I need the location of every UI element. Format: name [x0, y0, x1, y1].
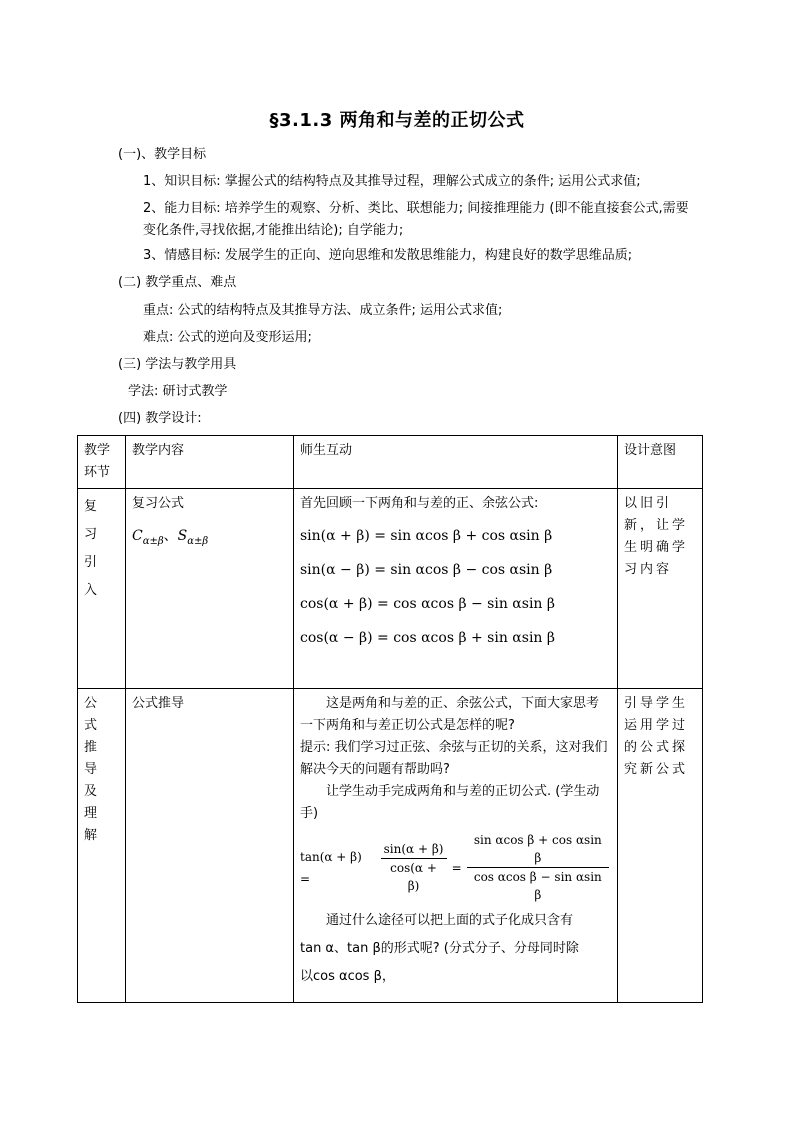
symbol-s: S	[177, 528, 188, 544]
content-derivation: 公式推导	[126, 689, 294, 1003]
interaction-derivation	[294, 689, 618, 1003]
objective-emotion: 3、情感目标: 发展学生的正向、逆向思维和发散思维能力，构建良好的数学思维品质;	[143, 248, 633, 263]
content-review-label: 复习公式	[132, 496, 185, 511]
content-review	[126, 489, 294, 689]
derivation-paragraph-5: tan α、tan β的形式呢? (分式分子、分母同时除	[300, 941, 579, 956]
tan-fraction-1	[381, 840, 447, 895]
formula-sin-diff: sin(α − β) = sin αcos β − cos αsin β	[300, 562, 553, 578]
formula-sin-sum: sin(α + β) = sin αcos β + cos αsin β	[300, 528, 553, 544]
formula-cos-sum: cos(α + β) = cos αcos β − sin αsin β	[300, 596, 555, 612]
objective-ability: 2、能力目标: 培养学生的观察、分析、类比、联想能力; 间接推理能力 (即不能直接套公式,需要变化条件,寻找依据,才能推出结论); 自学能力;	[143, 201, 689, 238]
derivation-paragraph-4: 通过什么途径可以把上面的式子化成只含有	[326, 913, 574, 928]
difficulty-text: 难点: 公式的逆向及变形运用;	[143, 330, 312, 345]
tan-fraction-1-den: cos(α + β)	[390, 861, 437, 893]
symbol-c: C	[132, 528, 143, 544]
derivation-paragraph-3: 让学生动手完成两角和与差的正切公式. (学生动手)	[300, 784, 600, 821]
table-header-row	[78, 436, 703, 489]
stage-derivation: 公式推导及理解	[78, 689, 126, 1003]
header-content: 教学内容	[126, 436, 294, 489]
header-intent: 设计意图	[618, 436, 703, 489]
stage-review: 复习引入	[78, 489, 126, 689]
derivation-hint: 提示: 我们学习过正弦、余弦与正切的关系，这对我们解决今天的问题有帮助吗?	[300, 740, 608, 777]
key-point-text: 重点: 公式的结构特点及其推导方法、成立条件; 运用公式求值;	[143, 303, 503, 318]
method-text: 学法: 研讨式教学	[128, 384, 228, 399]
tan-formula	[300, 831, 611, 904]
section-heading-methods: (三) 学法与教学用具	[118, 357, 237, 372]
derivation-paragraph-6: 以cos αcos β，	[300, 969, 395, 984]
tan-fraction-1-num: sin(α + β)	[381, 840, 447, 859]
review-formula-symbols	[132, 525, 287, 553]
formula-cos-diff: cos(α − β) = cos αcos β + sin αsin β	[300, 630, 555, 646]
header-interaction: 师生互动	[294, 436, 618, 489]
table-row-derivation	[78, 689, 703, 1003]
symbol-sep: 、	[163, 528, 178, 544]
intent-derivation: 引导学生运用学过的公式探究新公式	[618, 689, 703, 1003]
tan-fraction-2	[467, 831, 609, 904]
symbol-s-sub: α±β	[187, 536, 209, 547]
objective-knowledge: 1、知识目标: 掌握公式的结构特点及其推导过程，理解公式成立的条件; 运用公式求值;	[143, 174, 641, 189]
interaction-review	[294, 489, 618, 689]
tan-equals: =	[451, 860, 462, 875]
derivation-paragraph-1: 这是两角和与差的正、余弦公式，下面大家思考一下两角和与差正切公式是怎样的呢?	[300, 696, 600, 733]
page-title: §3.1.3 两角和与差的正切公式	[269, 110, 525, 131]
tan-fraction-2-den: cos αcos β − sin αsin β	[473, 870, 602, 902]
lesson-design-table	[77, 435, 703, 1003]
header-stage: 教学环节	[78, 436, 126, 489]
section-heading-design: (四) 教学设计:	[118, 411, 202, 426]
section-heading-key-points: (二) 教学重点、难点	[118, 275, 237, 290]
section-heading-objectives: (一)、教学目标	[118, 147, 207, 162]
review-intro: 首先回顾一下两角和与差的正、余弦公式:	[300, 496, 539, 511]
tan-fraction-2-num: sin αcos β + cos αsin β	[467, 831, 609, 868]
symbol-c-sub: α±β	[142, 536, 164, 547]
intent-review: 以旧引新，让学生明确学习内容	[618, 489, 703, 689]
tan-lhs: tan(α + β) =	[300, 849, 362, 886]
table-row-review	[78, 489, 703, 689]
